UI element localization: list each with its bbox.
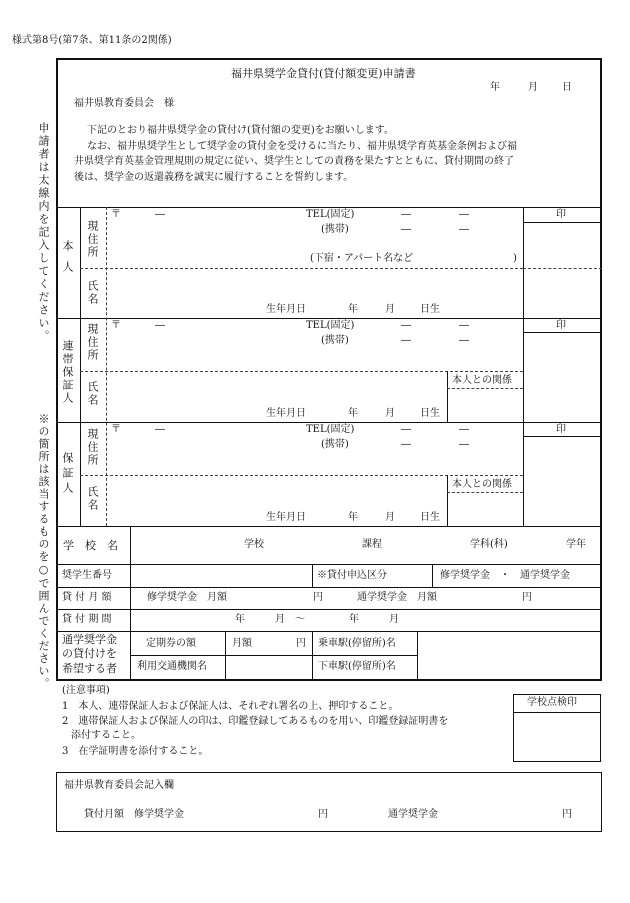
divider-line	[80, 207, 81, 526]
intro-line-1: 下記のとおり福井県奨学金の貸付け(貸付額の変更)をお願いします。	[87, 125, 395, 136]
divider-line	[312, 631, 313, 681]
divider-line	[130, 655, 417, 656]
date-month: 月	[528, 82, 538, 93]
divider-line	[56, 587, 602, 588]
dash: ―	[155, 424, 165, 435]
divider-line	[447, 475, 448, 526]
dash: ―	[459, 224, 469, 235]
dash: ―	[459, 209, 469, 220]
divider-line	[106, 207, 107, 526]
dob-year: 年	[348, 512, 358, 523]
divider-line	[225, 631, 226, 681]
intro-line-3: 井県奨学育英基金管理規則の規定に従い、奨学生としての責務を果たすとともに、貸付期間の終了	[74, 156, 514, 167]
note-2a: 2 連帯保証人および保証人の印は、印鑑登録してあるものを用い、印鑑登録証明書を	[62, 716, 449, 727]
divider-line	[312, 564, 313, 587]
grade-suffix: 学年	[566, 539, 586, 550]
dob-day: 日生	[420, 408, 440, 419]
study-monthly-label: 修学奨学金 月額	[147, 592, 227, 603]
divider-line	[447, 388, 523, 389]
name-label: 氏名	[86, 381, 99, 407]
divider-line	[80, 371, 523, 372]
pass-amount-label: 定期券の額	[146, 638, 196, 649]
divider-line	[523, 436, 602, 437]
tel-fixed-label: TEL(固定)	[306, 320, 355, 331]
board-entry-title: 福井県教育委員会記入欄	[64, 780, 174, 791]
divider-line	[130, 526, 131, 681]
side-note-bottom: ※の箇所は該当するものを○で囲んでください。	[37, 413, 50, 690]
commute-label-2: の貸付けを	[62, 647, 117, 660]
divider-line	[56, 207, 602, 208]
side-note-top: 申請者は太線内を記入してください。	[37, 122, 50, 343]
loan-amount-label: 貸 付 月 額	[62, 592, 112, 603]
lodging-label: (下宿・アパート名など	[310, 253, 414, 264]
note-2b: 添付すること。	[71, 730, 141, 741]
address-label: 現住所	[86, 323, 99, 362]
dob-day: 日生	[420, 512, 440, 523]
divider-line	[447, 371, 448, 422]
name-label: 氏名	[86, 280, 99, 306]
yen-label: 円	[296, 638, 306, 649]
dob-year: 年	[348, 408, 358, 419]
board-commute-label: 通学奨学金	[388, 809, 438, 820]
dash: ―	[401, 335, 411, 346]
commute-monthly-label: 通学奨学金 月額	[357, 592, 437, 603]
dash: ―	[401, 439, 411, 450]
dob-month: 月	[385, 304, 395, 315]
address-label: 現住所	[86, 428, 99, 467]
boarding-station-label: 乗車駅(停留所)名	[318, 638, 396, 649]
divider-line	[80, 268, 523, 269]
seal-label: 印	[556, 424, 566, 435]
seal-label: 印	[556, 320, 566, 331]
tel-mobile-label: (携帯)	[321, 224, 349, 235]
commute-label-3: 希望する者	[62, 662, 117, 675]
board-loan-label: 貸付月額 修学奨学金	[84, 809, 184, 820]
close-paren: )	[513, 253, 517, 264]
notes-heading: (注意事項)	[62, 685, 110, 696]
loan-category-label: ※貸付申込区分	[317, 570, 387, 581]
dash: ―	[459, 320, 469, 331]
divider-line	[513, 712, 601, 713]
yen-label: 円	[522, 592, 532, 603]
department-suffix: 学科(科)	[470, 539, 508, 550]
relationship-label: 本人との関係	[452, 375, 512, 386]
relationship-label: 本人との関係	[452, 479, 512, 490]
dash: ―	[155, 209, 165, 220]
section-joint-guarantor: 連帯保証人	[61, 340, 74, 405]
dash: ―	[401, 209, 411, 220]
loan-category-options: 修学奨学金 ・ 通学奨学金	[440, 570, 570, 581]
address-label: 現住所	[86, 220, 99, 259]
dob-day: 日生	[420, 304, 440, 315]
tel-mobile-label: (携帯)	[321, 439, 349, 450]
divider-line	[56, 422, 602, 423]
dash: ―	[459, 439, 469, 450]
date-year: 年	[490, 82, 500, 93]
dash: ―	[459, 424, 469, 435]
form-number: 様式第8号(第7条、第11条の2関係)	[12, 35, 172, 46]
yen-label: 円	[313, 592, 323, 603]
form-title: 福井県奨学金貸付(貸付額変更)申請書	[231, 67, 416, 80]
divider-line	[80, 475, 523, 476]
name-label: 氏名	[86, 486, 99, 512]
loan-period-label: 貸 付 期 間	[62, 614, 112, 625]
tel-mobile-label: (携帯)	[321, 335, 349, 346]
note-3: 3 在学証明書を添付すること。	[62, 746, 209, 757]
divider-line	[523, 222, 602, 223]
loan-period-start: 年 月 ～	[235, 614, 305, 625]
section-guarantor: 保証人	[61, 452, 74, 497]
addressee: 福井県教育委員会 様	[74, 98, 174, 109]
transport-label: 利用交通機関名	[137, 661, 207, 672]
section-applicant: 本人	[61, 240, 74, 282]
divider-line	[56, 564, 602, 565]
postal-mark: 〒	[111, 320, 121, 331]
intro-line-4: 後は、奨学金の返還義務を誠実に履行することを誓約します。	[74, 172, 354, 183]
intro-line-2: なお、福井県奨学生として奨学金の貸付金を受けるに当たり、福井県奨学育英基金条例および福	[87, 141, 517, 152]
divider-line	[523, 332, 602, 333]
divider-line	[417, 631, 418, 681]
divider-line	[447, 492, 523, 493]
divider-line	[56, 631, 602, 632]
divider-line	[56, 609, 602, 610]
dob-month: 月	[385, 512, 395, 523]
note-1: 1 本人、連帯保証人および保証人は、それぞれ署名の上、押印すること。	[62, 701, 399, 712]
dash: ―	[459, 335, 469, 346]
date-day: 日	[562, 82, 572, 93]
divider-line	[56, 526, 602, 527]
dash: ―	[401, 320, 411, 331]
school-check-label: 学校点検印	[527, 697, 577, 708]
student-number-label: 奨学生番号	[62, 570, 112, 581]
dob-month: 月	[385, 408, 395, 419]
dob-label: 生年月日	[266, 304, 306, 315]
school-label: 学 校 名	[63, 539, 118, 552]
yen-label: 円	[562, 809, 572, 820]
dash: ―	[401, 224, 411, 235]
tel-fixed-label: TEL(固定)	[306, 424, 355, 435]
alighting-station-label: 下車駅(停留所)名	[318, 661, 396, 672]
course-suffix: 課程	[362, 539, 382, 550]
dash: ―	[155, 320, 165, 331]
postal-mark: 〒	[111, 424, 121, 435]
loan-period-end: 年 月	[349, 614, 399, 625]
dob-label: 生年月日	[266, 512, 306, 523]
commute-label-1: 通学奨学金	[62, 633, 117, 646]
divider-line	[523, 207, 524, 526]
seal-label: 印	[556, 209, 566, 220]
divider-line	[523, 268, 602, 269]
postal-mark: 〒	[111, 209, 121, 220]
yen-label: 円	[318, 809, 328, 820]
divider-line	[56, 318, 602, 319]
dob-label: 生年月日	[266, 408, 306, 419]
school-suffix: 学校	[244, 539, 264, 550]
tel-fixed-label: TEL(固定)	[306, 209, 355, 220]
dob-year: 年	[348, 304, 358, 315]
dash: ―	[401, 424, 411, 435]
pass-monthly-label: 月額	[232, 638, 252, 649]
divider-line	[432, 564, 433, 587]
